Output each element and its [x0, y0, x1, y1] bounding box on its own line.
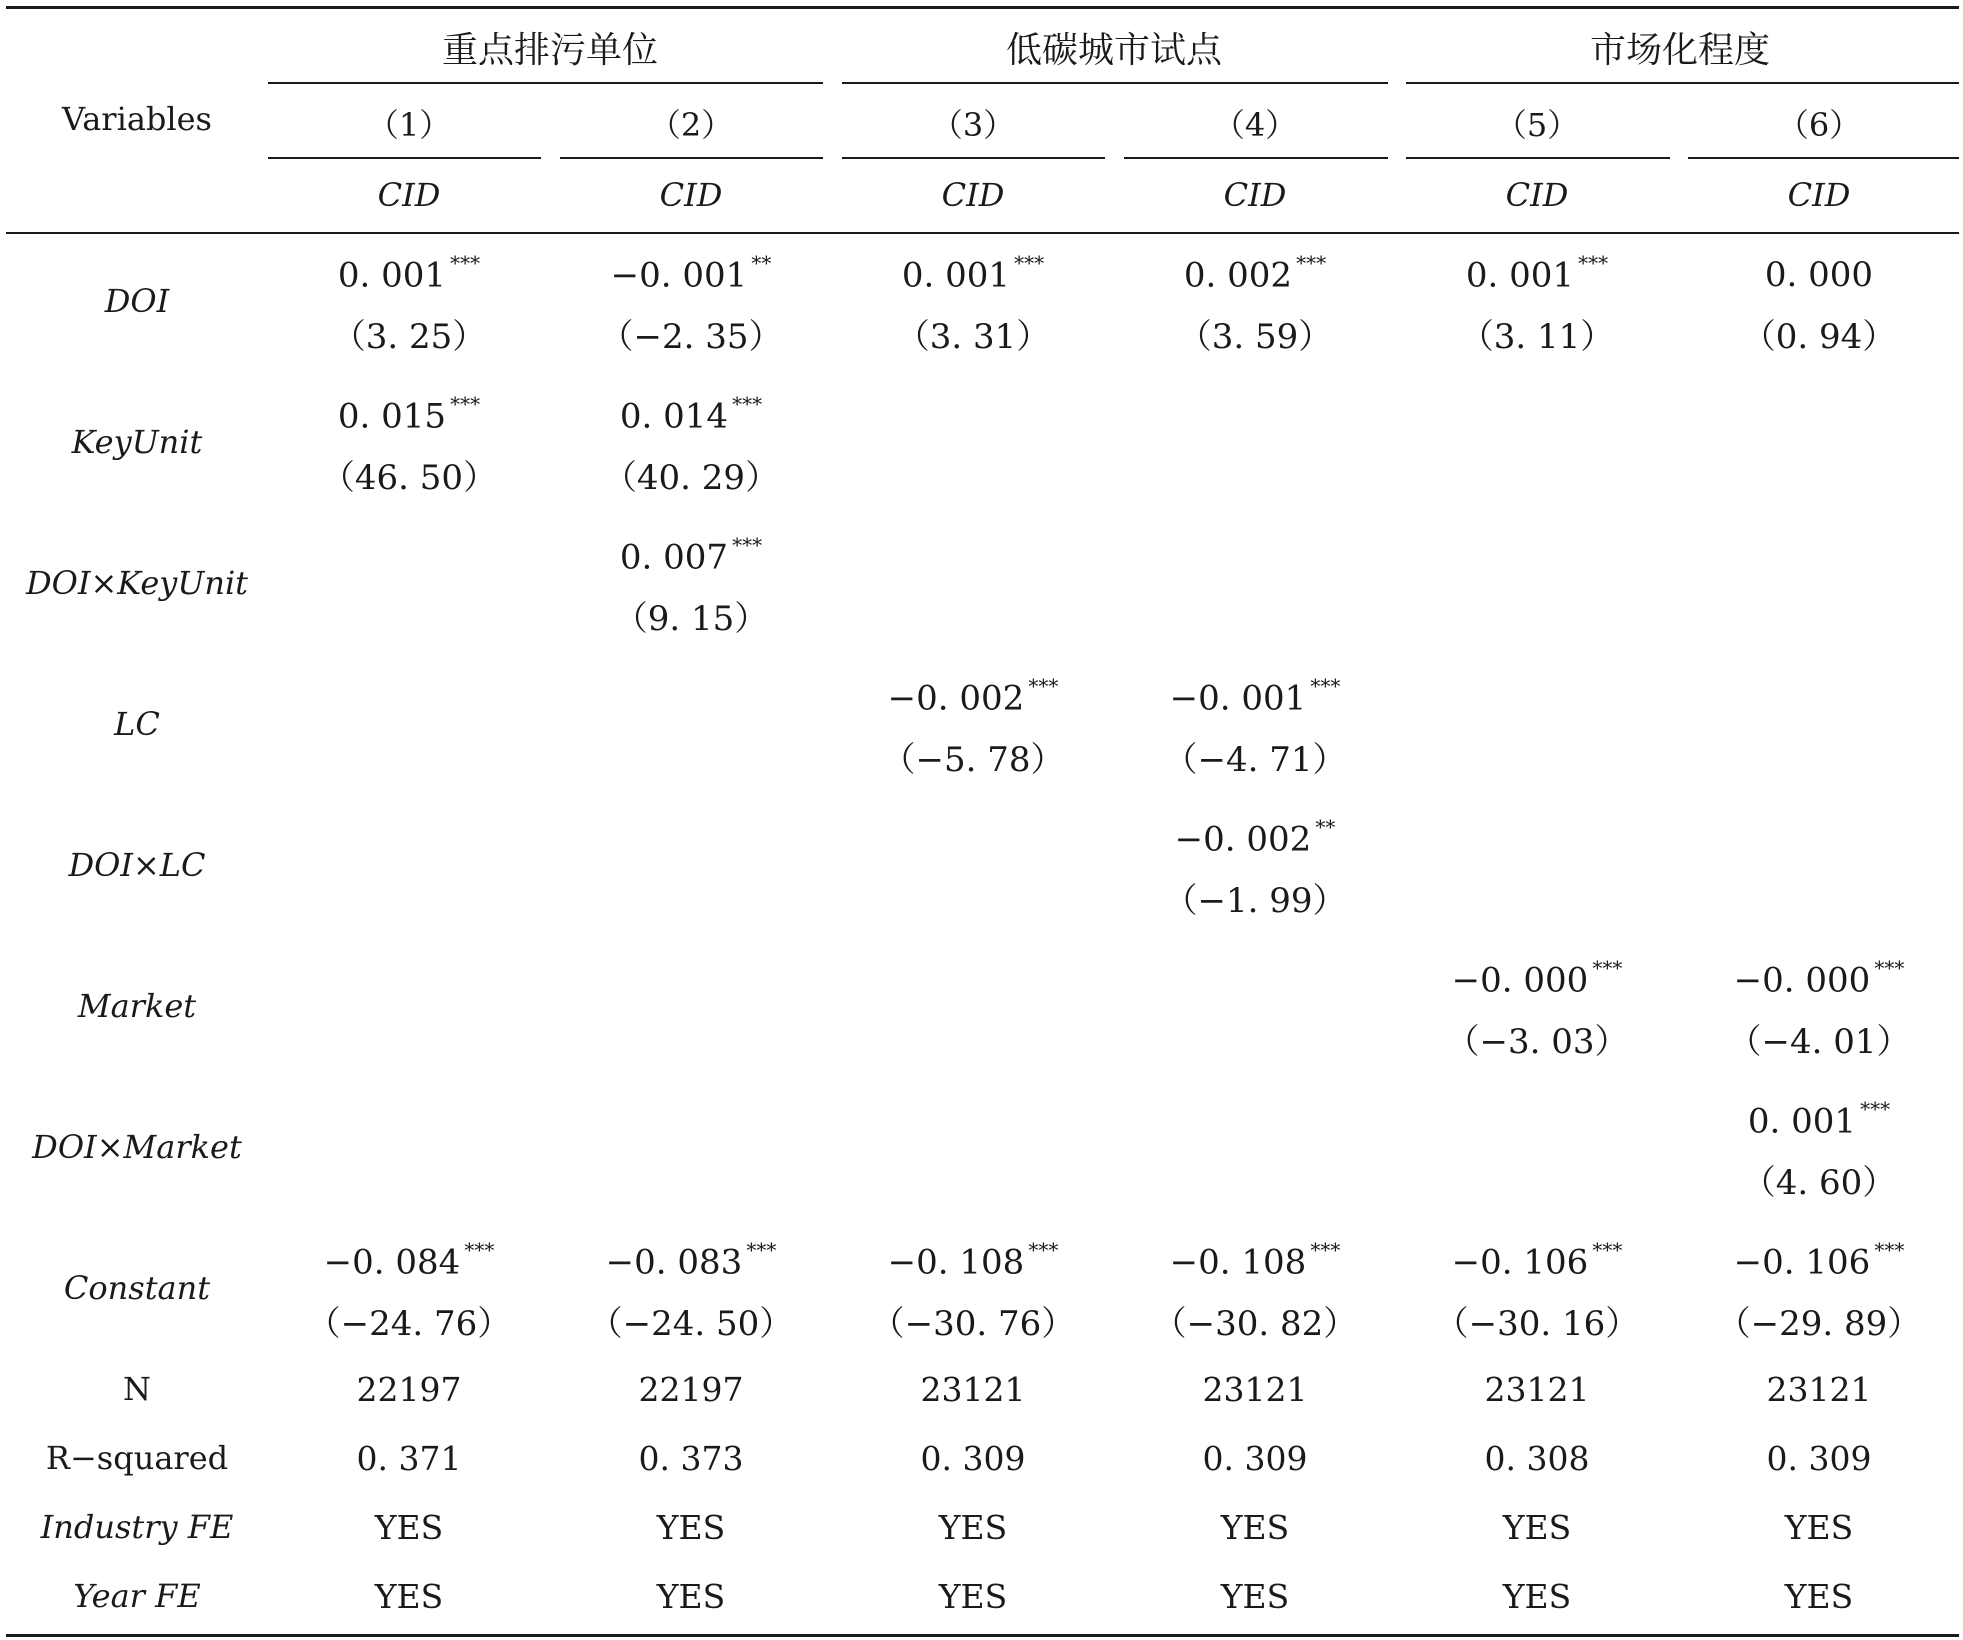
column-underline-2: [560, 157, 823, 159]
t-statistic: （40. 29）: [602, 458, 780, 498]
t-statistic: （46. 50）: [320, 458, 498, 498]
top-rule: [6, 6, 1959, 9]
row-label-doi-x-market: DOI×Market: [32, 1128, 242, 1166]
coefficient: [619, 533, 763, 578]
stat-value: YES: [1502, 1508, 1572, 1547]
significance-stars: ***: [464, 1238, 495, 1262]
bottom-rule: [6, 1634, 1959, 1637]
coefficient: [901, 251, 1045, 296]
stat-value: YES: [1220, 1508, 1290, 1547]
coefficient-value: 0. 002: [1183, 255, 1293, 296]
coefficient-value: 0. 014: [619, 396, 729, 437]
group-underline-2: [842, 82, 1388, 84]
stat-value: 0. 373: [638, 1439, 744, 1478]
significance-stars: ***: [450, 251, 481, 275]
stat-value: 22197: [356, 1370, 462, 1409]
coefficient: [1733, 1238, 1905, 1283]
stat-value: 0. 371: [356, 1439, 462, 1478]
significance-stars: ***: [1028, 674, 1059, 698]
coefficient: [1169, 674, 1341, 719]
stat-value: YES: [1502, 1577, 1572, 1616]
t-statistic: （−30. 76）: [870, 1304, 1076, 1344]
significance-stars: ***: [1860, 1097, 1891, 1121]
column-underline-6: [1688, 157, 1959, 159]
t-statistic: （−29. 89）: [1716, 1304, 1922, 1344]
coefficient-value: −0. 106: [1451, 1242, 1589, 1283]
coefficient: [887, 1238, 1059, 1283]
stat-value: YES: [938, 1577, 1008, 1616]
significance-stars: ***: [1592, 1238, 1623, 1262]
t-statistic: （−2. 35）: [599, 317, 783, 357]
coefficient-value: −0. 002: [1174, 819, 1312, 860]
coefficient-value: −0. 108: [887, 1242, 1025, 1283]
row-label-keyunit: KeyUnit: [71, 423, 203, 461]
significance-stars: ***: [1014, 251, 1045, 275]
column-number: （5）: [1494, 106, 1580, 144]
dependent-variable: CID: [659, 176, 723, 214]
stat-value: 0. 308: [1484, 1439, 1590, 1478]
significance-stars: ***: [1296, 251, 1327, 275]
t-statistic: （−30. 16）: [1434, 1304, 1640, 1344]
stat-label-n: N: [123, 1370, 151, 1408]
coefficient-value: 0. 000: [1764, 255, 1874, 295]
coefficient-value: −0. 001: [1169, 678, 1307, 719]
group-underline-1: [268, 82, 823, 84]
group-header-low-carbon-city-pilot: 低碳城市试点: [1005, 30, 1223, 71]
column-number: （1）: [366, 106, 452, 144]
dependent-variable: CID: [941, 176, 1005, 214]
coefficient-value: −0. 002: [887, 678, 1025, 719]
column-number: （4）: [1212, 106, 1298, 144]
coefficient: [1174, 815, 1336, 860]
column-underline-4: [1124, 157, 1388, 159]
significance-stars: ***: [1592, 956, 1623, 980]
coefficient: [619, 392, 763, 437]
coefficient: [1765, 255, 1873, 295]
group-header-key-pollutant-units: 重点排污单位: [441, 30, 659, 71]
stat-value: YES: [374, 1577, 444, 1616]
t-statistic: （3. 59）: [1177, 317, 1333, 357]
group-header-marketization: 市场化程度: [1589, 30, 1771, 71]
stat-value: YES: [1784, 1577, 1854, 1616]
header-bottom-rule: [6, 232, 1959, 234]
stat-value: 23121: [920, 1370, 1026, 1409]
column-underline-3: [842, 157, 1105, 159]
stat-label-year-fe: Year FE: [73, 1577, 201, 1615]
column-number: （6）: [1776, 106, 1862, 144]
t-statistic: （−4. 71）: [1163, 740, 1347, 780]
coefficient: [610, 251, 772, 296]
significance-stars: ***: [1874, 956, 1905, 980]
stat-label-industry-fe: Industry FE: [40, 1508, 234, 1546]
stat-value: 23121: [1202, 1370, 1308, 1409]
t-statistic: （−4. 01）: [1727, 1022, 1911, 1062]
significance-stars: ***: [732, 533, 763, 557]
row-label-lc: LC: [114, 705, 160, 743]
coefficient: [1733, 956, 1905, 1001]
variables-header: Variables: [62, 100, 212, 138]
coefficient-value: −0. 106: [1733, 1242, 1871, 1283]
stat-value: YES: [656, 1577, 726, 1616]
coefficient: [1465, 251, 1609, 296]
t-statistic: （4. 60）: [1741, 1163, 1897, 1203]
significance-stars: **: [751, 251, 772, 275]
coefficient-value: −0. 000: [1733, 960, 1871, 1001]
significance-stars: ***: [1874, 1238, 1905, 1262]
coefficient-value: 0. 015: [337, 396, 447, 437]
significance-stars: **: [1315, 815, 1336, 839]
coefficient: [1169, 1238, 1341, 1283]
coefficient: [323, 1238, 495, 1283]
dependent-variable: CID: [1787, 176, 1851, 214]
coefficient: [1747, 1097, 1891, 1142]
row-label-doi-x-keyunit: DOI×KeyUnit: [25, 564, 249, 602]
dependent-variable: CID: [1505, 176, 1569, 214]
stat-value: 0. 309: [1766, 1439, 1872, 1478]
t-statistic: （−24. 76）: [306, 1304, 512, 1344]
significance-stars: ***: [732, 392, 763, 416]
coefficient: [1183, 251, 1327, 296]
column-number: （2）: [648, 106, 734, 144]
coefficient-value: −0. 001: [610, 255, 748, 296]
dependent-variable: CID: [377, 176, 441, 214]
t-statistic: （9. 15）: [613, 599, 769, 639]
t-statistic: （−30. 82）: [1152, 1304, 1358, 1344]
significance-stars: ***: [746, 1238, 777, 1262]
t-statistic: （3. 11）: [1459, 317, 1615, 357]
column-underline-1: [268, 157, 541, 159]
column-underline-5: [1406, 157, 1670, 159]
row-label-market: Market: [77, 987, 197, 1025]
significance-stars: ***: [1310, 1238, 1341, 1262]
coefficient-value: −0. 108: [1169, 1242, 1307, 1283]
t-statistic: （−5. 78）: [881, 740, 1065, 780]
coefficient: [337, 392, 481, 437]
coefficient-value: −0. 084: [323, 1242, 461, 1283]
row-label-doi: DOI: [104, 282, 170, 320]
coefficient-value: −0. 083: [605, 1242, 743, 1283]
stat-value: YES: [1784, 1508, 1854, 1547]
stat-value: 23121: [1484, 1370, 1590, 1409]
significance-stars: ***: [1310, 674, 1341, 698]
stat-value: 22197: [638, 1370, 744, 1409]
coefficient: [1451, 1238, 1623, 1283]
coefficient-value: 0. 001: [901, 255, 1011, 296]
t-statistic: （−3. 03）: [1445, 1022, 1629, 1062]
t-statistic: （−1. 99）: [1163, 881, 1347, 921]
significance-stars: ***: [1028, 1238, 1059, 1262]
group-underline-3: [1406, 82, 1959, 84]
stat-value: YES: [1220, 1577, 1290, 1616]
stat-value: YES: [656, 1508, 726, 1547]
coefficient: [887, 674, 1059, 719]
t-statistic: （0. 94）: [1741, 317, 1897, 357]
t-statistic: （3. 31）: [895, 317, 1051, 357]
dependent-variable: CID: [1223, 176, 1287, 214]
stat-value: 0. 309: [1202, 1439, 1308, 1478]
coefficient: [605, 1238, 777, 1283]
coefficient-value: −0. 000: [1451, 960, 1589, 1001]
stat-value: YES: [374, 1508, 444, 1547]
coefficient: [337, 251, 481, 296]
coefficient-value: 0. 001: [337, 255, 447, 296]
significance-stars: ***: [1578, 251, 1609, 275]
stat-value: 23121: [1766, 1370, 1872, 1409]
row-label-doi-x-lc: DOI×LC: [68, 846, 206, 884]
coefficient: [1451, 956, 1623, 1001]
stat-label-r-squared: R−squared: [45, 1439, 229, 1477]
column-number: （3）: [930, 106, 1016, 144]
coefficient-value: 0. 007: [619, 537, 729, 578]
t-statistic: （−24. 50）: [588, 1304, 794, 1344]
stat-value: YES: [938, 1508, 1008, 1547]
row-label-constant: Constant: [63, 1269, 211, 1307]
t-statistic: （3. 25）: [331, 317, 487, 357]
stat-value: 0. 309: [920, 1439, 1026, 1478]
coefficient-value: 0. 001: [1747, 1101, 1857, 1142]
significance-stars: ***: [450, 392, 481, 416]
coefficient-value: 0. 001: [1465, 255, 1575, 296]
